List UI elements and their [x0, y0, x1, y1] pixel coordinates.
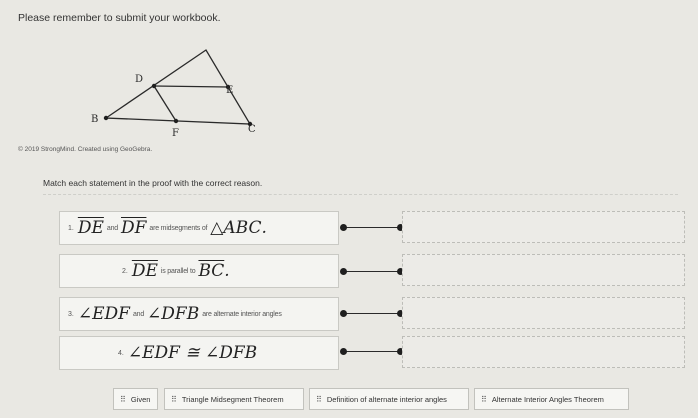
- reason-drop-target-4[interactable]: [402, 336, 685, 368]
- statement-1: [59, 211, 339, 245]
- point-d: [152, 84, 156, 88]
- statement-text: and: [132, 310, 145, 318]
- match-connector-4[interactable]: [343, 348, 401, 356]
- connector-line: [343, 271, 401, 272]
- reason-chip-alternate-interior-angles-theorem[interactable]: [474, 388, 629, 410]
- statement-text: is parallel to: [160, 267, 196, 275]
- reason-label: Given: [130, 394, 151, 404]
- connector-line: [343, 227, 401, 228]
- match-connector-3[interactable]: [343, 310, 401, 318]
- label-f: F: [172, 128, 179, 139]
- statement-text: are alternate interior angles: [202, 310, 282, 318]
- statement-text: and: [106, 224, 118, 232]
- reason-bank: [0, 388, 698, 410]
- connector-start-handle[interactable]: [340, 268, 347, 275]
- triangle-figure: [88, 42, 278, 146]
- angle-dfb-label: ∠DFB: [147, 304, 200, 324]
- drag-handle-icon: ⠿: [120, 394, 125, 404]
- reason-label: Alternate Interior Angles Theorem: [491, 394, 604, 404]
- match-connector-2[interactable]: [343, 268, 401, 276]
- credit-text: © 2019 StrongMind. Created using GeoGebra.: [18, 146, 153, 153]
- angle-edf-label: ∠EDF: [77, 304, 130, 324]
- connector-start-handle[interactable]: [340, 310, 347, 317]
- segment-df: [154, 86, 176, 121]
- match-connector-1[interactable]: [343, 224, 401, 232]
- statement-number: 2.: [122, 267, 128, 275]
- congruence-expression: ∠EDF ≅ ∠DFB: [127, 343, 258, 363]
- segment-de-label: $\overline{DE}$: [131, 261, 158, 281]
- segment-de-label: $\overline{DE}$: [77, 218, 104, 238]
- reason-drop-target-2[interactable]: [402, 254, 685, 286]
- divider: [43, 194, 678, 195]
- label-c: C: [248, 124, 256, 135]
- reason-chip-triangle-midsegment-theorem[interactable]: [164, 388, 304, 410]
- segment-de: [154, 86, 228, 87]
- statement-period: .: [224, 261, 230, 281]
- segment-df-label: $\overline{DF}$: [120, 218, 147, 238]
- label-b: B: [91, 114, 99, 125]
- statement-text: are midsegments of: [149, 224, 208, 232]
- reason-chip-given[interactable]: [113, 388, 158, 410]
- point-f: [174, 119, 178, 123]
- triangle-name: ABC: [223, 218, 262, 238]
- label-d: D: [135, 74, 144, 85]
- segment-bc-label: $\overline{BC}$: [198, 261, 225, 281]
- connector-start-handle[interactable]: [340, 348, 347, 355]
- reason-chip-definition-of-alternate-interior-angles[interactable]: [309, 388, 469, 410]
- reason-drop-target-1[interactable]: [402, 211, 685, 243]
- reason-drop-target-3[interactable]: [402, 297, 685, 329]
- reason-label: Definition of alternate interior angles: [326, 394, 447, 404]
- statement-number: 1.: [68, 224, 74, 232]
- statement-number: 3.: [68, 310, 74, 318]
- connector-line: [343, 313, 401, 314]
- reason-label: Triangle Midsegment Theorem: [181, 394, 284, 404]
- statement-2: [59, 254, 339, 288]
- label-e: E: [226, 85, 234, 96]
- drag-handle-icon: ⠿: [481, 394, 486, 404]
- point-b: [104, 116, 108, 120]
- statement-4: [59, 336, 339, 370]
- statement-period: .: [261, 218, 267, 238]
- connector-line: [343, 351, 401, 352]
- triangle-symbol: △: [210, 218, 224, 238]
- connector-start-handle[interactable]: [340, 224, 347, 231]
- statement-number: 4.: [118, 349, 124, 357]
- instruction-text: Match each statement in the proof with the correct reason.: [43, 178, 263, 188]
- drag-handle-icon: ⠿: [316, 394, 321, 404]
- statement-3: [59, 297, 339, 331]
- submit-reminder: Please remember to submit your workbook.: [18, 12, 221, 24]
- drag-handle-icon: ⠿: [171, 394, 176, 404]
